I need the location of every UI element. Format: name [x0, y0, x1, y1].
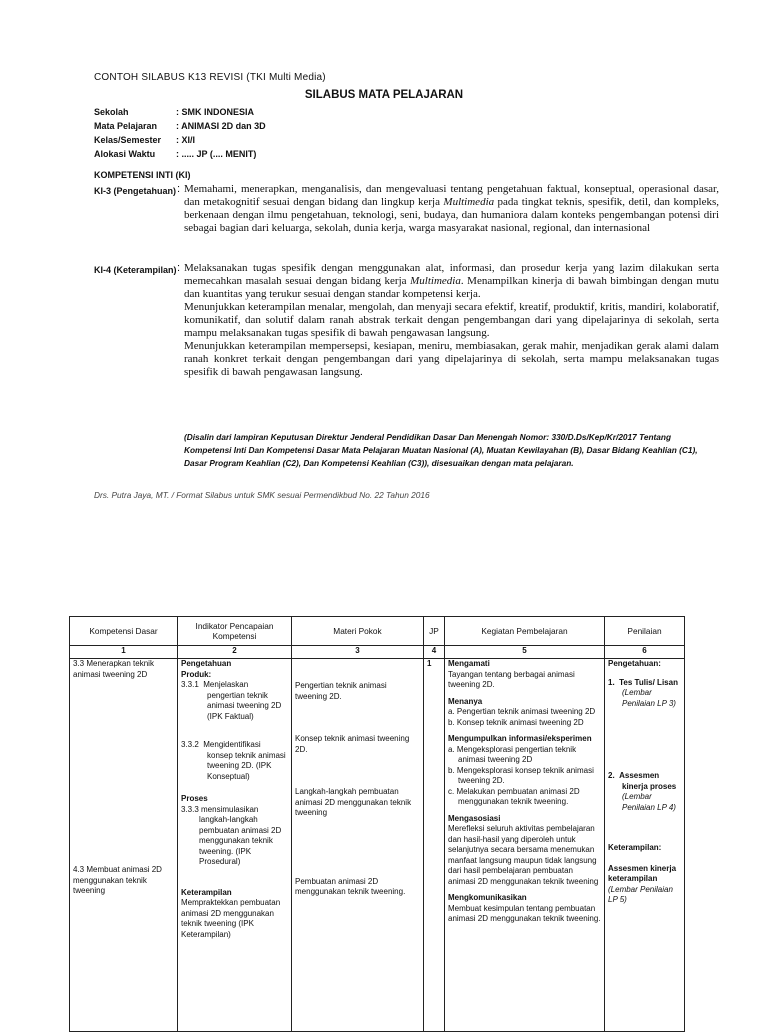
column-number: 5 — [445, 646, 605, 659]
penilaian-item-1: 1. Tes Tulis/ Lisan (Lembar Penilaian LP 3) — [608, 677, 678, 708]
kegiatan-mengamati: Mengamati — [448, 659, 490, 668]
ki4-label: KI-4 (Keterampilan) — [94, 265, 177, 275]
kegiatan-menanya-b: b. Konsep teknik animasi tweening 2D — [448, 717, 584, 727]
info-row-sekolah — [94, 107, 254, 117]
kegiatan-mengamati-text: Tayangan tentang berbagai animasi tweening 2D. — [448, 669, 575, 689]
ipk-pengetahuan-heading: Pengetahuan — [181, 659, 232, 668]
info-value: : SMK INDONESIA — [176, 107, 255, 117]
cell-kompetensi-dasar — [70, 659, 178, 1032]
column-number: 4 — [424, 646, 445, 659]
materi-4: Pembuatan animasi 2D menggunakan teknik tweening. — [295, 876, 406, 896]
header-materi-pokok: Materi Pokok — [292, 617, 424, 646]
ki3-text: Memahami, menerapkan, menganalisis, dan mengevaluasi tentang pengetahuan faktual, konseptual, operasional dasar, dan metakognitif sesuai dengan bidang dan lingkup kerja Multimedia pada tingkat teknis, spesifik, detil, dan kompleks, berkenaan dengan ilmu pengetahuan, teknologi, seni, budaya, dan humaniora dalam konteks pengembangan potensi diri sebagai bagian dari keluarga, sekolah, dunia kerja, warga masyarakat nasional, regional, dan internasional — [184, 183, 719, 234]
ipk-produk-heading: Produk: — [181, 669, 212, 679]
penilaian-item-2: 2. Assesmen kinerja proses (Lembar Penilaian LP 4) — [608, 771, 677, 812]
cell-penilaian — [605, 659, 685, 1032]
syllabus-table — [69, 616, 685, 1032]
penilaian-keterampilan-heading: Keterampilan: — [608, 843, 662, 852]
materi-3: Langkah-langkah pembuatan animasi 2D menggunakan teknik tweening — [295, 787, 412, 817]
cell-kegiatan — [445, 659, 605, 1032]
ipk-keterampilan-heading: Keterampilan — [181, 887, 232, 897]
header-kompetensi-dasar: Kompetensi Dasar — [70, 617, 178, 646]
ki4-text: Melaksanakan tugas spesifik dengan menggunakan alat, informasi, dan prosedur kerja yang lazim dilakukan serta memecahkan masalah sesuai dengan bidang kerja Multimedia. Menampilkan kinerja di bawah bimbingan dengan mutu dan kuantitas yang terukur sesuai dengan standar kompetensi kerja. Menunjukkan keterampilan menalar, mengolah, dan menyaji secara efektif, kreatif, produktif, kritis, mandiri, kolaboratif, komunikatif, dan solutif dalam ranah abstrak terkait dengan pengembangan dari yang dipelajarinya di sekolah, serta mampu melaksanakan tugas spesifik di bawah pengawasan langsung. Menunjukkan keterampilan mempersepsi, kesiapan, meniru, membiasakan, gerak mahir, menjadikan gerak alami dalam ranah konkret terkait dengan pengembangan dari yang dipelajarinya di sekolah, serta mampu melaksanakan tugas spesifik di bawah pengawasan langsung. — [184, 262, 719, 378]
penilaian-item-3-ref: (Lembar Penilaian LP 5) — [608, 884, 673, 904]
cell-materi-pokok — [292, 659, 424, 1032]
info-row-alokasi-waktu — [94, 149, 256, 159]
header-indikator: Indikator Pencapaian Kompetensi — [178, 617, 292, 646]
kegiatan-menanya-a: a. Pengertian teknik animasi tweening 2D — [448, 707, 596, 716]
kegiatan-mengasosiasi-text: Merefleksi seluruh aktivitas pembelajaran dan hasil-hasil yang diperoleh untuk selanjutnya secara bersama menemukan manfaat langsung maupun tidak langsung dari hasil pembelajaran pembuatan animasi 2D menggunakan teknik tweening — [448, 824, 599, 886]
kegiatan-mengumpulkan-a: a. Mengeksplorasi pengertian teknik animasi tweening 2D — [448, 744, 577, 764]
ki4-paragraph-2: Menunjukkan keterampilan menalar, mengolah, dan menyaji secara efektif, kreatif, produktif, kritis, mandiri, kolaboratif, komunikatif, dan solutif dalam ranah abstrak terkait dengan pengembangan dari yang dipelajarinya di sekolah, serta mampu melaksanakan tugas spesifik di bawah pengawasan langsung. — [184, 301, 719, 339]
kd-4-3: 4.3 Membuat animasi 2D menggunakan teknik tweening — [73, 865, 162, 895]
penilaian-pengetahuan-heading: Pengetahuan: — [608, 659, 661, 668]
kegiatan-mengkomunikasikan-text: Membuat kesimpulan tentang pembuatan animasi 2D menggunakan teknik tweening. — [448, 903, 601, 923]
kd-3-3: 3.3 Menerapkan teknik animasi tweening 2D — [73, 659, 154, 679]
ki-heading: KOMPETENSI INTI (KI) — [94, 170, 191, 180]
footer-credit: Drs. Putra Jaya, MT. / Format Silabus untuk SMK sesuai Permendikbud No. 22 Tahun 2016 — [94, 490, 430, 500]
column-number: 6 — [605, 646, 685, 659]
ipk-proses-heading: Proses — [181, 794, 208, 803]
info-label: Mata Pelajaran — [94, 121, 158, 131]
column-number: 1 — [70, 646, 178, 659]
header-kegiatan: Kegiatan Pembelajaran — [445, 617, 605, 646]
info-value: : XI/I — [176, 135, 196, 145]
kegiatan-mengasosiasi: Mengasosiasi — [448, 813, 501, 823]
penilaian-item-3: Assesmen kinerja keterampilan — [608, 863, 677, 883]
table-header-row — [70, 617, 685, 646]
kegiatan-mengumpulkan-c: c. Melakukan pembuatan animasi 2D menggunakan teknik tweening. — [448, 786, 580, 806]
ki3-label: KI-3 (Pengetahuan) — [94, 186, 177, 196]
cell-indikator — [178, 659, 292, 1032]
info-value: : ANIMASI 2D dan 3D — [176, 121, 266, 131]
header-jp: JP — [424, 617, 445, 646]
source-note: (Disalin dari lampiran Keputusan Direktur Jenderal Pendidikan Dasar Dan Menengah Nomor: 330/D.Ds/Kep/Kr/2017 Tentang Kompetensi Inti Dan Kompetensi Dasar Mata Pelajaran Muatan Nasional (A), Muatan Kewilayahan (B), Dasar Bidang Keahlian (C1), Dasar Program Keahlian (C2), Dan Kompetensi Keahlian (C3)), disesuaikan dengan mata pelajaran. — [184, 432, 698, 468]
ki4-colon: : — [177, 262, 181, 274]
kegiatan-menanya: Menanya — [448, 696, 483, 706]
kegiatan-mengkomunikasikan: Mengkomunikasikan — [448, 893, 527, 902]
kegiatan-mengumpulkan-b: b. Mengeksplorasi konsep teknik animasi tweening 2D. — [448, 765, 594, 785]
info-value: : ..... JP (.... MENIT) — [176, 149, 257, 159]
column-number: 3 — [292, 646, 424, 659]
ki4-paragraph-3: Menunjukkan keterampilan mempersepsi, kesiapan, meniru, membiasakan, gerak mahir, menjadikan gerak alami dalam ranah konkret terkait dengan pengembangan dari yang dipelajarinya di sekolah, serta mampu melaksanakan tugas spesifik di bawah pengawasan langsung. — [184, 340, 719, 378]
info-label: Sekolah — [94, 107, 129, 117]
table-number-row — [70, 646, 685, 659]
info-label: Alokasi Waktu — [94, 149, 156, 159]
info-label: Kelas/Semester — [94, 135, 162, 145]
kegiatan-mengumpulkan: Mengumpulkan informasi/eksperimen — [448, 734, 592, 743]
column-number: 2 — [178, 646, 292, 659]
cell-jp: 1 — [424, 659, 445, 1032]
ki3-colon: : — [177, 183, 181, 195]
ipk-3-3-1: 3.3.1 Menjelaskan pengertian teknik animasi tweening 2D (IPK Faktual) — [181, 680, 282, 721]
header-penilaian: Penilaian — [605, 617, 685, 646]
document-top-title: CONTOH SILABUS K13 REVISI (TKI Multi Media) — [94, 72, 326, 83]
info-row-mata-pelajaran — [94, 121, 266, 131]
info-row-kelas-semester — [94, 135, 195, 145]
materi-1: Pengertian teknik animasi tweening 2D. — [295, 681, 387, 701]
ipk-3-3-3: 3.3.3 mensimulasikan langkah-langkah pembuatan animasi 2D menggunakan teknik tweening. (IPK Prosedural) — [181, 804, 282, 866]
document-title: SILABUS MATA PELAJARAN — [304, 89, 464, 101]
ipk-3-3-2: 3.3.2 Mengidentifikasi konsep teknik animasi tweening 2D. (IPK Konseptual) — [181, 740, 286, 781]
ipk-keterampilan-text: Mempraktekkan pembuatan animasi 2D menggunakan teknik tweening (IPK Keterampilan) — [181, 898, 281, 939]
table-row — [70, 659, 685, 1032]
materi-2: Konsep teknik animasi tweening 2D. — [295, 734, 410, 754]
